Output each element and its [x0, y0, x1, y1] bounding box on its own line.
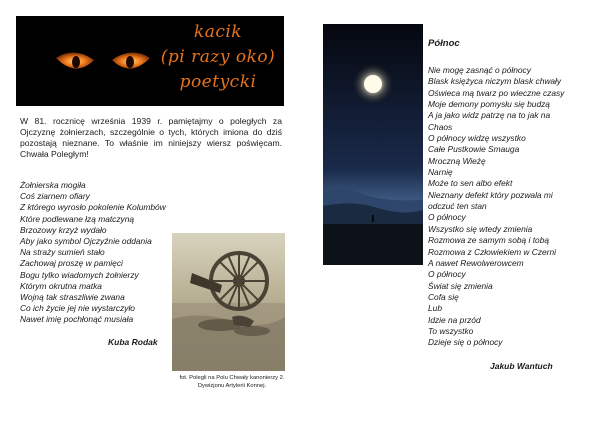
- intro-paragraph: W 81. rocznicę września 1939 r. pamiętajmy o poległych za Ojczyznę żołnierzach, szczególnie o tych, których imiona do dziś pozostają nieznane. To właśnie im niniejszy wiersz poświęcam. Chwała Poległym!: [20, 116, 282, 159]
- poem-line: Nieznany defekt który pozwala mi: [428, 189, 553, 200]
- poem-line: A nawet Rewolwerowcem: [428, 257, 524, 268]
- cannon-wheel-photo-icon: [172, 233, 285, 371]
- poem-line: Blask księżyca niczym blask chwały: [428, 76, 562, 87]
- poem1-author: Kuba Rodak: [108, 337, 158, 347]
- poem-line: Narnię: [428, 167, 453, 178]
- poem-line: Brzozowy krzyż wydało: [20, 224, 107, 235]
- poem-line: Cofa się: [428, 291, 459, 302]
- photo-caption: fot. Polegli na Polu Chwały kanonierzy 2. Dywizjonu Artylerii Konnej.: [179, 375, 285, 389]
- poem-line: O północy: [428, 269, 466, 280]
- poem-line: Oświeca mą twarz po wieczne czasy: [428, 87, 565, 98]
- poem-line: Chaos: [428, 121, 453, 132]
- poem2-author: Jakub Wantuch: [490, 361, 553, 371]
- poem-line: Nie mogę zasnąć o północy: [428, 65, 531, 75]
- poem-line: Świat się zmienia: [428, 280, 493, 291]
- poem-line: To wszystko: [428, 325, 474, 336]
- poem-line: Na straży sumień stało: [20, 247, 105, 258]
- banner-line-1: kacik: [193, 22, 243, 42]
- poem-line: Lub: [428, 303, 442, 314]
- poem-line: Rozmowa ze samym sobą i tobą: [428, 235, 550, 246]
- poem-line: odczuć ten stan: [428, 201, 487, 212]
- poem-line: Którym okrutna matka: [20, 280, 102, 291]
- poem-line: Idzie na przód: [428, 314, 481, 325]
- poem-line: Rozmowa z Człowiekiem w Czerni: [428, 246, 556, 257]
- poem-line: Wojną tak straszliwie zwana: [20, 292, 125, 303]
- poem-line: Dzieje się o północy: [428, 337, 503, 348]
- poem-line: Z którego wyrosło pokolenie Kolumbów: [20, 202, 166, 213]
- poem-line: Bogu tylko wiadomych żołnierzy: [20, 269, 139, 280]
- poem-polnoc: [428, 65, 588, 349]
- poem2-title: Północ: [428, 38, 460, 49]
- banner: [16, 16, 284, 106]
- poem-line: Co ich życie jej nie wystarczyło: [20, 303, 135, 314]
- poem-line: Mroczną Wieżę: [428, 155, 486, 166]
- banner-title: [148, 20, 284, 95]
- poem-line: Nawet imię pochłonąć musiała: [20, 314, 134, 325]
- poem-line: Które podlewane łzą matczyną: [20, 213, 135, 224]
- poem-line: Moje demony pomysłu się budzą: [428, 99, 550, 110]
- poem-line: Może to sen albo efekt: [428, 178, 513, 189]
- poem-line: Żołnierska mogiła: [20, 180, 86, 190]
- poem-line: A ja jako widz patrzę na to jak na: [428, 110, 551, 121]
- poem-line: Całe Pustkowie Smauga: [428, 144, 520, 155]
- poem-line: Wszystko się wtedy zmienia: [428, 223, 533, 234]
- night-moon-photo: [323, 24, 423, 265]
- poem-line: Coś ziarnem ofiary: [20, 191, 90, 202]
- banner-line-3: poetycki: [179, 72, 257, 92]
- banner-line-2: (pi razy oko): [160, 47, 276, 67]
- poem-line: O północy widzę wszystko: [428, 133, 526, 144]
- poem-line: Aby jako symbol Ojczyźnie oddania: [20, 236, 152, 247]
- poem-line: O północy: [428, 212, 466, 223]
- poem-line: Zachowaj proszę w pamięci: [20, 258, 123, 269]
- sepia-war-photo: [172, 233, 285, 371]
- moon-landscape-photo-icon: [323, 24, 423, 265]
